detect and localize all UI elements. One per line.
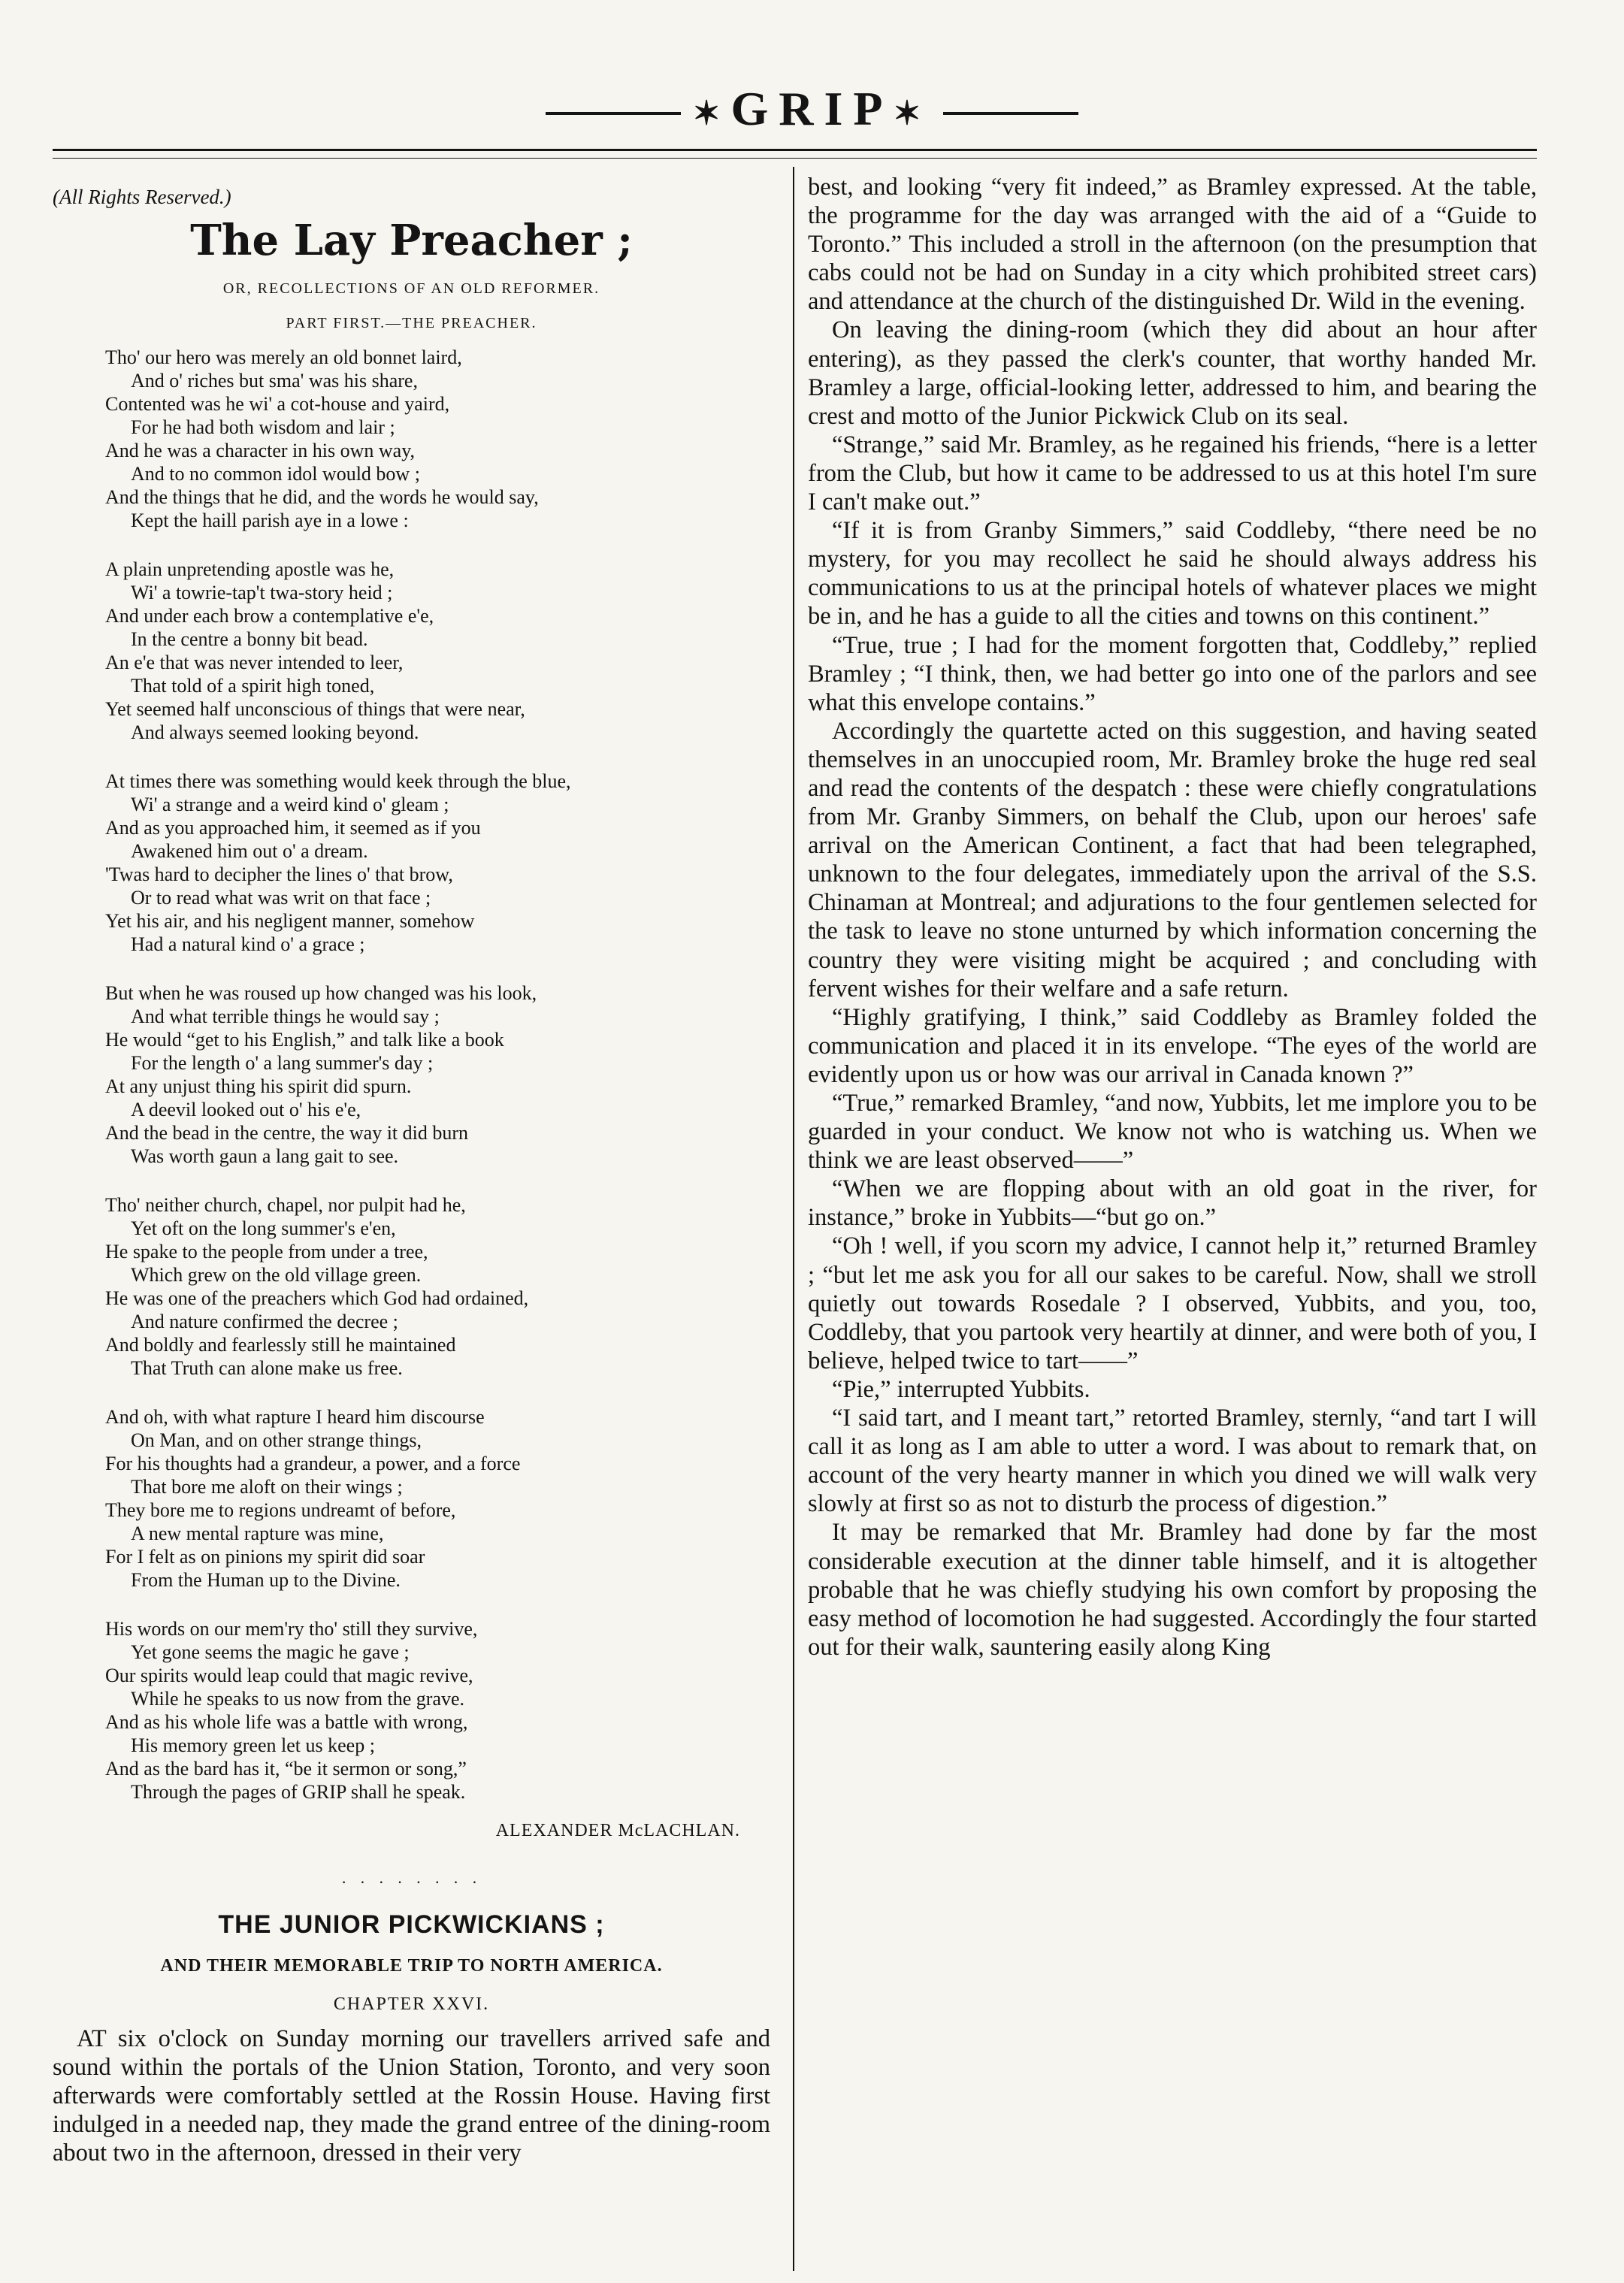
poem-line: While he speaks to us now from the grave. — [131, 1688, 465, 1710]
masthead-title: GRIP — [730, 82, 894, 135]
poem-author: ALEXANDER McLACHLAN. — [495, 1821, 740, 1840]
poem-line: Yet seemed half unconscious of things that were near, — [105, 698, 525, 720]
poem-stanza — [105, 1193, 770, 1380]
poem-line: That bore me aloft on their wings ; — [131, 1476, 403, 1498]
article-paragraph: It may be remarked that Mr. Bramley had done by far the most considerable execution at the dinner table himself, and it is altogether probable that he was chiefly studying his own comfort by proposing the easy method of locomotion he had suggested. Accordingly the four started out for their walk, sauntering easily along King — [808, 1519, 1537, 1661]
article-paragraph: “If it is from Granby Simmers,” said Coddleby, “there need be no mystery, for you may recollect he said he should always address his communications to us at the principal hotels of whatever places we might be in, and he has a guide to all the cities and towns on this continent.” — [808, 517, 1537, 630]
star-icon: ✶ — [893, 95, 932, 132]
poem-line: Or to read what was writ on that face ; — [131, 887, 431, 909]
header-rule-thin — [53, 158, 1537, 159]
poem-line: Yet oft on the long summer's e'en, — [131, 1217, 396, 1239]
poem-line: Kept the haill parish aye in a lowe : — [131, 510, 409, 531]
poem-line: And boldly and fearlessly still he maintained — [105, 1334, 456, 1356]
poem-line: He was one of the preachers which God had ordained, — [105, 1287, 529, 1309]
poem-line: That told of a spirit high toned, — [131, 675, 375, 697]
poem-line: For his thoughts had a grandeur, a power, and a force — [105, 1453, 521, 1474]
article-title: THE JUNIOR PICKWICKIANS ; — [218, 1910, 605, 1939]
poem-line: At any unjust thing his spirit did spurn. — [105, 1075, 412, 1097]
poem-line: For the length o' a lang summer's day ; — [131, 1052, 434, 1074]
poem-line: A plain unpretending apostle was he, — [105, 558, 395, 580]
left-column — [53, 173, 770, 2167]
poem-line: A new mental rapture was mine, — [131, 1523, 384, 1544]
poem-line: They bore me to regions undreamt of before, — [105, 1499, 456, 1521]
poem-line: Was worth gaun a lang gait to see. — [131, 1145, 399, 1167]
poem-stanza — [105, 770, 770, 956]
poem-stanza — [105, 981, 770, 1168]
poem-line: Contented was he wi' a cot-house and yaird, — [105, 393, 450, 415]
poem-line: For he had both wisdom and lair ; — [131, 416, 395, 438]
article-paragraph: “Oh ! well, if you scorn my advice, I cannot help it,” returned Bramley ; “but let me ask you for all our sakes to be careful. Now, shall we stroll quietly out towards Rosedale ? I observed, Yubbits, and you, too, Coddleby, that you partook very heartily at dinner, and were both of you, I believe, helped twice to tart——” — [808, 1232, 1537, 1374]
section-divider: · · · · · · · · — [340, 1873, 482, 1891]
poem-line: And as the bard has it, “be it sermon or song,” — [105, 1758, 467, 1780]
poem-line: That Truth can alone make us free. — [131, 1357, 403, 1379]
masthead-rule-right — [943, 112, 1078, 115]
poem-line: Yet his air, and his negligent manner, somehow — [105, 910, 475, 932]
poem-line: In the centre a bonny bit bead. — [131, 628, 368, 650]
poem-line: His words on our mem'ry tho' still they survive, — [105, 1618, 478, 1640]
poem-line: An e'e that was never intended to leer, — [105, 652, 404, 673]
poem-line: And the things that he did, and the words he would say, — [105, 486, 539, 508]
poem-line: Through the pages of GRIP shall he speak. — [131, 1781, 466, 1803]
chapter-heading: CHAPTER XXVI. — [333, 1994, 490, 2014]
poem-title: The Lay Preacher ; — [190, 216, 633, 265]
poem-line: Yet gone seems the magic he gave ; — [131, 1641, 410, 1663]
poem-stanza — [105, 1617, 770, 1804]
article-subtitle: AND THEIR MEMORABLE TRIP TO NORTH AMERICA. — [160, 1956, 663, 1976]
poem-body — [53, 346, 770, 1804]
poem-part-heading: PART FIRST.—THE PREACHER. — [286, 315, 537, 331]
poem-line: Wi' a towrie-tap't twa-story heid ; — [131, 582, 393, 603]
poem-line: And oh, with what rapture I heard him discourse — [105, 1406, 485, 1428]
poem-line: 'Twas hard to decipher the lines o' that brow, — [105, 863, 453, 885]
header-rule — [53, 149, 1537, 151]
right-column — [808, 173, 1537, 1662]
article-paragraph: Accordingly the quartette acted on this suggestion, and having seated themselves in an unoccupied room, Mr. Bramley broke the huge red seal and read the contents of the despatch : these were chiefly congratulations from Mr. Granby Simmers, on behalf the Club, upon our heroes' safe arrival on the American Continent, a fact that had been telegraphed, unknown to the four delegates, immediately upon the arrival of the S.S. Chinaman at Montreal; and adjurations to the four gentlemen selected for the task to leave no stone unturned by which information concerning the country they were visiting might be acquired ; and concluding with fervent wishes for their welfare and a safe return. — [808, 717, 1537, 1002]
poem-line: And as his whole life was a battle with wrong, — [105, 1711, 468, 1733]
poem-line: And nature confirmed the decree ; — [131, 1311, 398, 1332]
poem-line: On Man, and on other strange things, — [131, 1429, 422, 1451]
star-icon: ✶ — [692, 95, 731, 132]
poem-line: Had a natural kind o' a grace ; — [131, 933, 365, 955]
poem-line: Our spirits would leap could that magic revive, — [105, 1665, 473, 1686]
poem-stanza — [105, 1405, 770, 1592]
masthead — [0, 79, 1624, 144]
poem-line: And under each brow a contemplative e'e, — [105, 605, 434, 627]
article-paragraph: AT six o'clock on Sunday morning our travellers arrived safe and sound within the portals of the Union Station, Toronto, and very soon afterwards were comfortably settled at the Rossin House. Having first indulged in a needed nap, they made the grand entree of the dining-room about two in the afternoon, dressed in their very — [53, 2025, 770, 2167]
poem-line: Awakened him out o' a dream. — [131, 840, 368, 862]
poem-line: And o' riches but sma' was his share, — [131, 370, 418, 392]
poem-line: But when he was roused up how changed was his look, — [105, 982, 537, 1004]
article-paragraph: “Strange,” said Mr. Bramley, as he regained his friends, “here is a letter from the Club, but how it came to be addressed to us at this hotel I'm sure I can't make out.” — [808, 431, 1537, 516]
poem-line: He would “get to his English,” and talk like a book — [105, 1029, 504, 1051]
article-paragraph: “When we are flopping about with an old goat in the river, for instance,” broke in Yubbits—“but go on.” — [808, 1175, 1537, 1232]
article-paragraph: “True, true ; I had for the moment forgotten that, Coddleby,” replied Bramley ; “I think, then, we had better go into one of the parlors and see what this envelope contains.” — [808, 631, 1537, 716]
poem-line: And he was a character in his own way, — [105, 440, 416, 461]
poem-stanza — [105, 346, 770, 532]
poem-line: His memory green let us keep ; — [131, 1734, 375, 1756]
poem-line: At times there was something would keek through the blue, — [105, 770, 571, 792]
article-paragraph: best, and looking “very fit indeed,” as Bramley expressed. At the table, the programme for the day was arranged with the aid of a “Guide to Toronto.” This included a stroll in the afternoon (on the presumption that cabs could not be had on Sunday in a city which prohibited street cars) and attendance at the church of the distinguished Dr. Wild in the evening. — [808, 174, 1537, 316]
poem-line: Tho' our hero was merely an old bonnet laird, — [105, 346, 462, 368]
poem-line: And as you approached him, it seemed as if you — [105, 817, 481, 839]
poem-line: He spake to the people from under a tree, — [105, 1241, 428, 1262]
poem-subtitle: OR, RECOLLECTIONS OF AN OLD REFORMER. — [222, 280, 600, 297]
poem-line: Tho' neither church, chapel, nor pulpit had he, — [105, 1194, 466, 1216]
poem-line: For I felt as on pinions my spirit did soar — [105, 1546, 425, 1568]
poem-line: From the Human up to the Divine. — [131, 1569, 401, 1591]
poem-line: A deevil looked out o' his e'e, — [131, 1099, 361, 1120]
masthead-rule-left — [546, 112, 681, 115]
poem-stanza — [105, 558, 770, 744]
article-paragraph: “I said tart, and I meant tart,” retorted Bramley, sternly, “and tart I will call it as long as I am able to utter a word. I was about to remark that, on account of the very hearty manner in which you dined we will walk very slowly at first so as not to disturb the process of digestion.” — [808, 1405, 1537, 1518]
article-paragraph: “Pie,” interrupted Yubbits. — [832, 1375, 1090, 1403]
article-paragraph: On leaving the dining-room (which they did about an hour after entering), as they passed the clerk's counter, that worthy handed Mr. Bramley a large, official-looking letter, addressed to him, and bearing the crest and motto of the Junior Pickwick Club on its seal. — [808, 316, 1537, 430]
poem-line: And always seemed looking beyond. — [131, 721, 419, 743]
rights-notice: (All Rights Reserved.) — [53, 186, 231, 208]
poem-line: Wi' a strange and a weird kind o' gleam ; — [131, 794, 449, 815]
article-paragraph: “True,” remarked Bramley, “and now, Yubbits, let me implore you to be guarded in your conduct. We know not who is watching us. When we think we are least observed——” — [808, 1090, 1537, 1175]
article-paragraph: “Highly gratifying, I think,” said Coddleby as Bramley folded the communication and placed it in its envelope. “The eyes of the world are evidently upon us or how was our arrival in Canada known ?” — [808, 1003, 1537, 1088]
poem-line: Which grew on the old village green. — [131, 1264, 422, 1286]
poem-line: And what terrible things he would say ; — [131, 1005, 440, 1027]
poem-line: And to no common idol would bow ; — [131, 463, 420, 485]
poem-line: And the bead in the centre, the way it did burn — [105, 1122, 469, 1144]
column-divider — [793, 167, 794, 2271]
